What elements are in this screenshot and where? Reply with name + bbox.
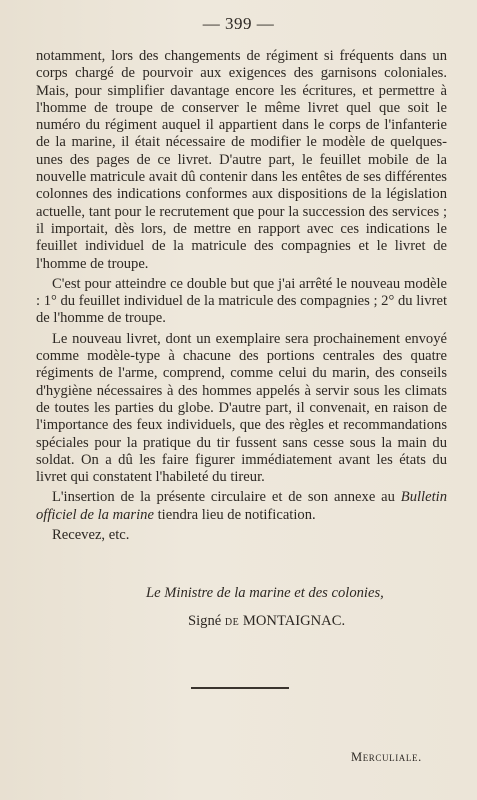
body-text <box>36 48 447 544</box>
paragraph-1: notamment, lors des changements de régiment si fréquents dans un corps chargé de pourvoir aux exigences des garnisons coloniales. Mais, pour simplifier davantage encore les écritures, et permettre à l'homme de troupe de conserver le même livret quel que soit le numéro du régiment auquel il appartient dans le corps de l'infanterie de la marine, il était nécessaire de modifier le modèle de quelques-unes des pages de ce livret. D'autre part, le feuillet mobile de la nouvelle matricule avait dû contenir dans les entêtes de ses différentes colonnes des indications conformes aux dispositions de la législation actuelle, tant pour le recrutement que pour la succession des services ; il importait, dès lors, de mettre en rapport avec ces indications le feuillet individuel de la matricule des compagnies et le livret de l'homme de troupe. <box>36 48 447 272</box>
signature-title: Le Ministre de la marine et des colonies, <box>146 585 384 601</box>
insertion-text-after: tiendra lieu de notification. <box>153 506 316 523</box>
signature-signe: Signé <box>188 613 222 629</box>
paragraph-3: Le nouveau livret, dont un exemplaire sera prochainement envoyé comme modèle-type à chacune des portions centrales des quatre régiments de l'arme, comprend, comme celui du marin, des conseils d'hygiène nécessaires à des hommes appelés à servir sous les climats de toutes les parties du globe. D'autre part, il convenait, en raison de l'importance des feux individuels, que des règles et recommandations spéciales pour la pratique du tir fussent sans cesse sous la main du soldat. On a dû les faire figurer immédiatement avant les états du livret qui constatent l'habileté du tireur. <box>36 330 447 486</box>
bulletin-title: Bulletin officiel de la marine <box>36 489 447 523</box>
paragraph-insertion <box>36 489 447 524</box>
signature-particle: de <box>224 614 240 629</box>
printer-name: Merculiale. <box>351 750 422 764</box>
closing-formula: Recevez, etc. <box>52 527 130 544</box>
page-number: — 399 — <box>202 14 275 33</box>
paragraph-2: C'est pour atteindre ce double but que j'ai arrêté le nouveau modèle : 1° du feuillet individuel de la matricule des compagnies ; 2° du livret de l'homme de troupe. <box>36 275 447 327</box>
insertion-text-before: L'insertion de la présente circulaire et de son annexe au <box>52 489 401 506</box>
horizontal-rule <box>191 687 289 689</box>
signature-name <box>188 613 448 630</box>
signature-surname: MONTAIGNAC. <box>242 613 346 629</box>
